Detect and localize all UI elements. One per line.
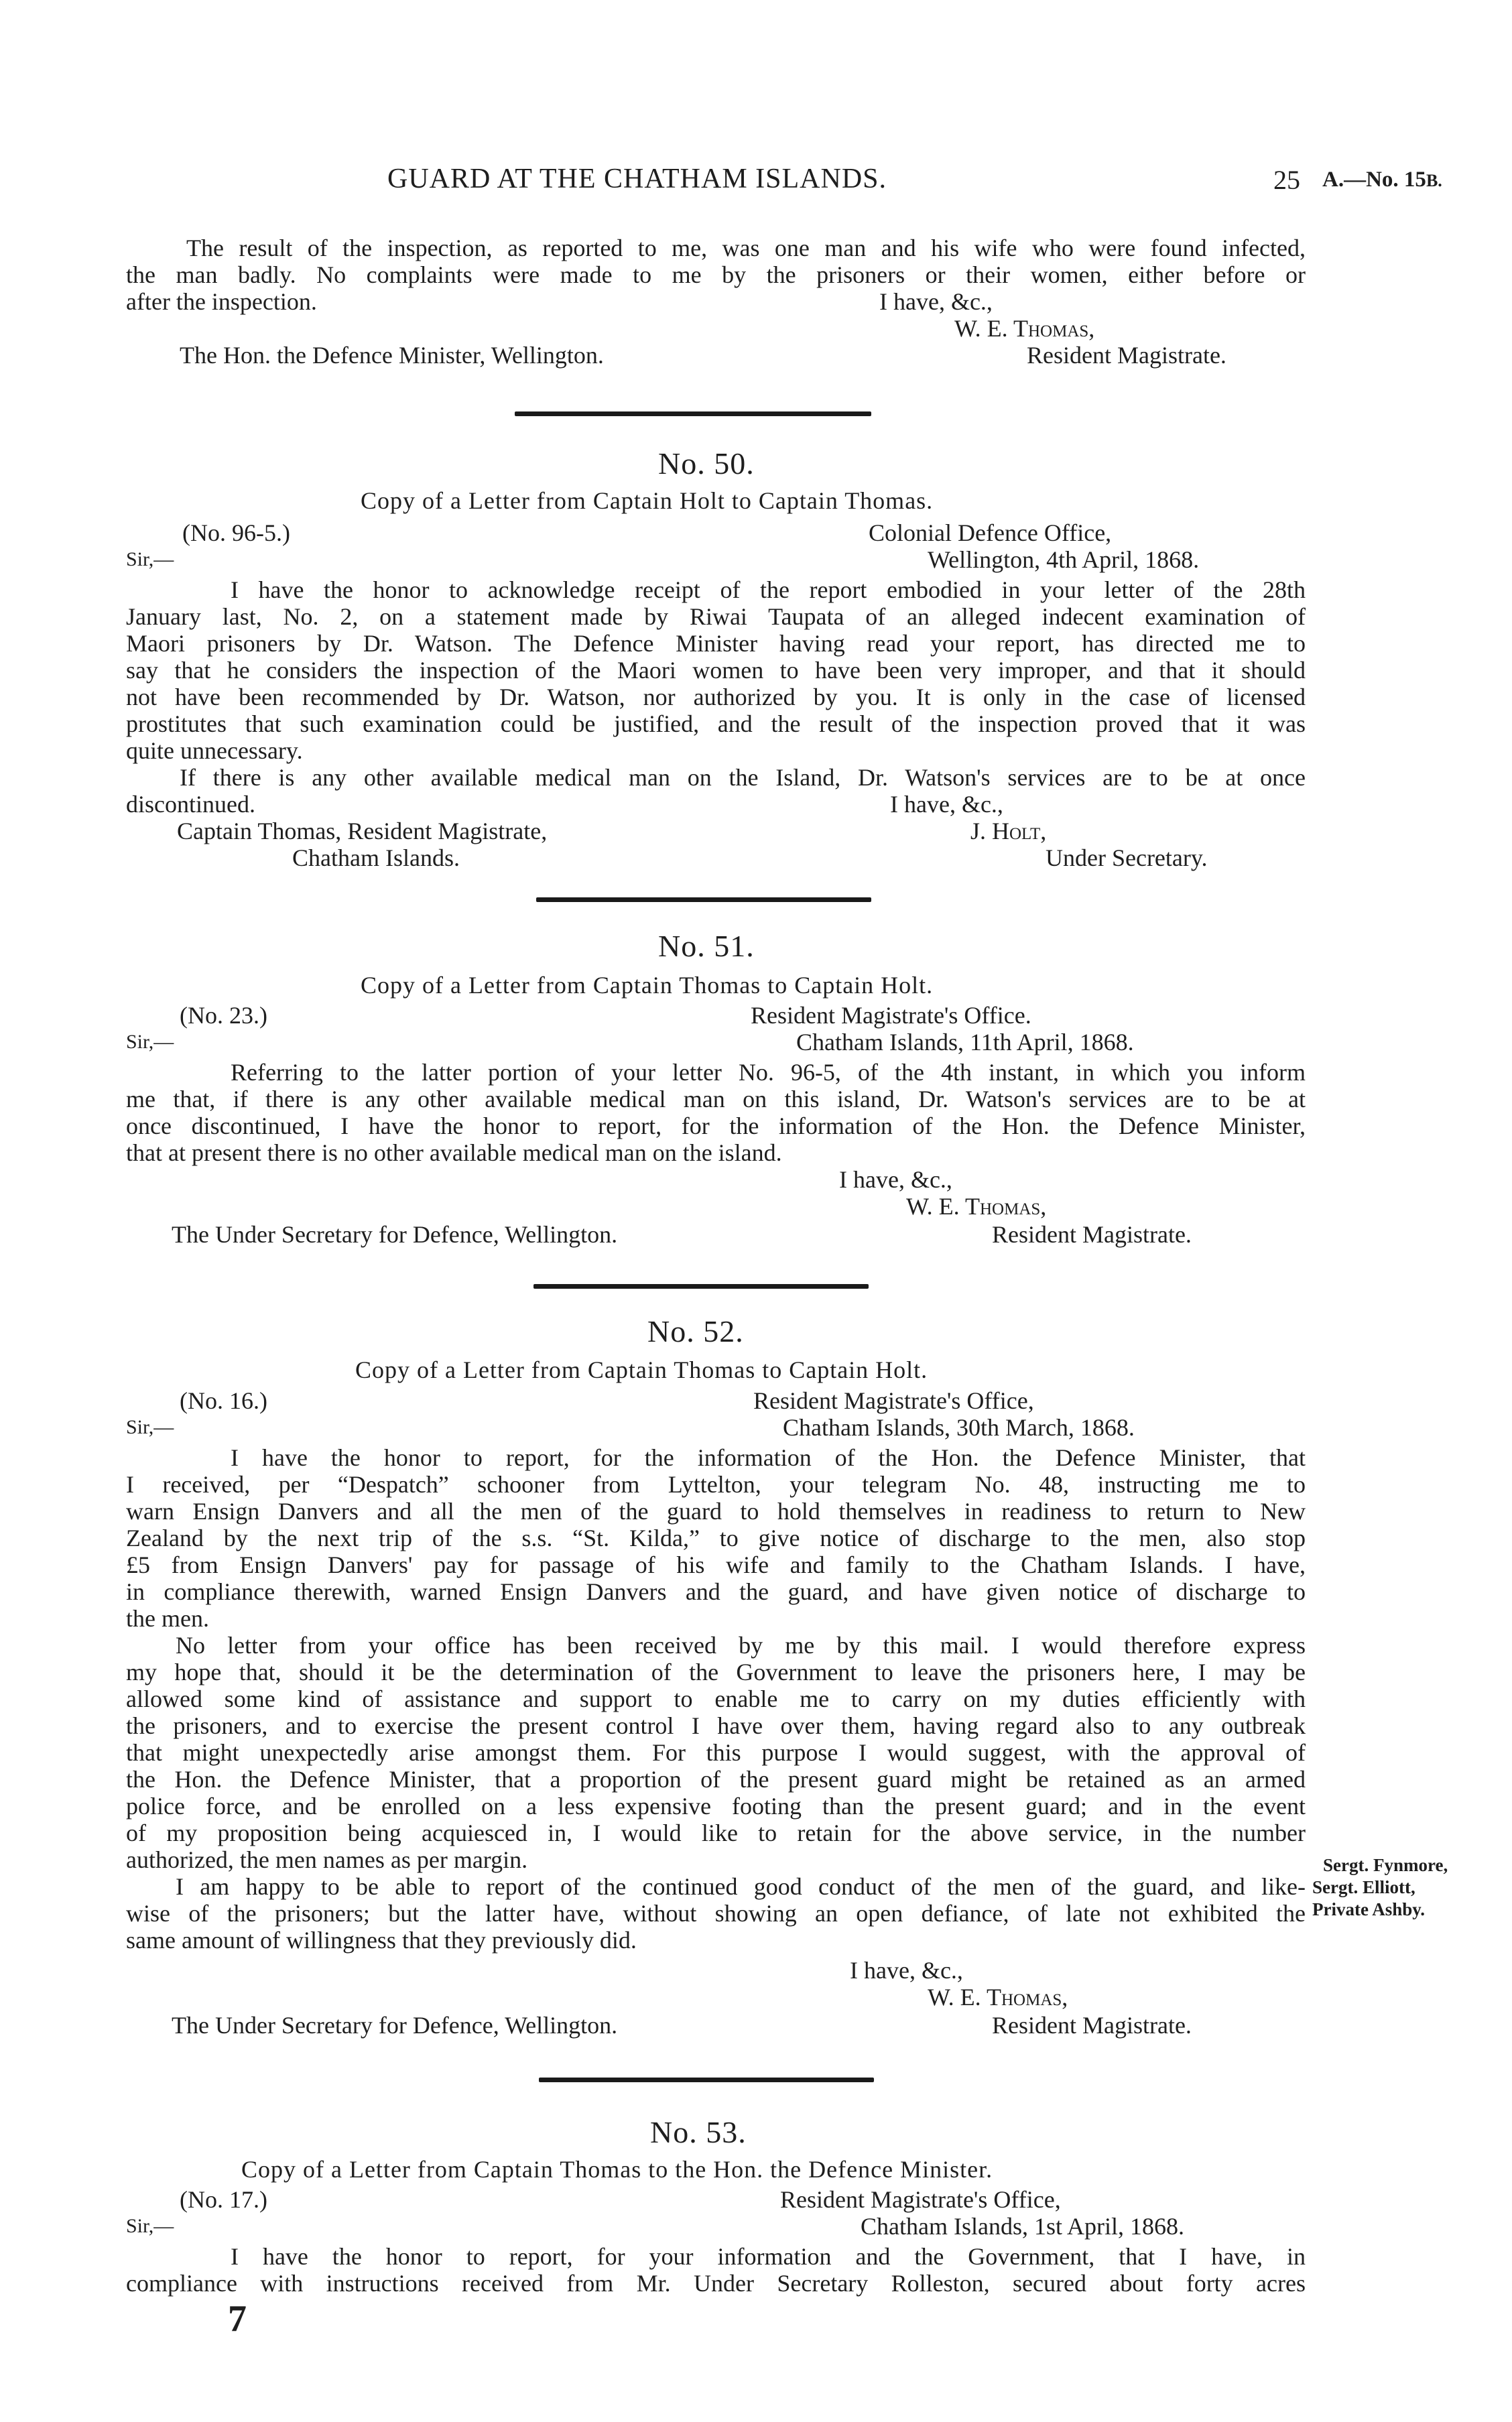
closing-formula: I have, &c., — [839, 1166, 952, 1193]
text-line: authorized, the men names as per margin. — [126, 1846, 528, 1873]
text-line: warn Ensign Danvers and all the men of the guard to hold themselves in readiness to return to New — [126, 1498, 1306, 1525]
signatory-title: Resident Magistrate. — [1027, 342, 1226, 369]
section-divider — [515, 411, 871, 416]
letter-paragraph — [126, 576, 1306, 764]
signatory-title: Under Secretary. — [1046, 844, 1208, 871]
text-line: January last, No. 2, on a statement made by Riwai Taupata of an alleged indecent examination of — [126, 603, 1306, 630]
letter-reference: (No. 23.) — [180, 1002, 267, 1029]
document-reference — [1322, 168, 1442, 192]
section-divider — [536, 897, 871, 902]
salutation: Sir,— — [126, 548, 174, 570]
letter-paragraph — [126, 1632, 1306, 1873]
closing-formula: I have, &c., — [890, 791, 1003, 818]
letter-date: Wellington, 4th April, 1868. — [928, 546, 1200, 573]
text-line: I have the honor to acknowledge receipt of the report embodied in your letter of the 28th — [231, 576, 1306, 603]
text-line: I have the honor to report, for the information of the Hon. the Defence Minister, that — [231, 1444, 1306, 1471]
text-line: not have been recommended by Dr. Watson, nor authorized by you. It is only in the case of licensed — [126, 684, 1306, 710]
addressee: The Under Secretary for Defence, Wellington. — [172, 2012, 618, 2039]
page-title: GUARD AT THE CHATHAM ISLANDS. — [387, 164, 887, 194]
text-line: once discontinued, I have the honor to report, for the information of the Hon. the Defence Minister, — [126, 1112, 1306, 1139]
sender-office: Resident Magistrate's Office, — [753, 1387, 1034, 1414]
margin-note-line: Sergt. Elliott, — [1312, 1877, 1415, 1897]
letter-caption: Copy of a Letter from Captain Thomas to Captain Holt. — [361, 972, 934, 999]
signatory-title: Resident Magistrate. — [992, 2012, 1192, 2039]
addressee: Captain Thomas, Resident Magistrate, — [177, 818, 548, 844]
text-line: discontinued. — [126, 791, 255, 818]
letter-paragraph — [126, 1444, 1306, 1632]
text-line: after the inspection. — [126, 288, 317, 315]
text-line: the men. — [126, 1605, 209, 1632]
text-line: compliance with instructions received from Mr. Under Secretary Rolleston, secured about forty acres — [126, 2270, 1306, 2297]
reference-number: No. 15 — [1366, 168, 1426, 192]
letter-number: No. 52. — [647, 1314, 744, 1348]
text-line: the prisoners, and to exercise the present control I have over them, having regard also to any outbreak — [126, 1712, 1306, 1739]
letter-date: Chatham Islands, 1st April, 1868. — [861, 2213, 1184, 2240]
letter-caption: Copy of a Letter from Captain Thomas to the Hon. the Defence Minister. — [241, 2156, 993, 2183]
text-line: same amount of willingness that they previously did. — [126, 1927, 637, 1954]
margin-note-line: Sergt. Fynmore, — [1323, 1855, 1448, 1875]
intro-paragraph — [126, 235, 1306, 315]
salutation: Sir,— — [126, 1031, 174, 1053]
text-line: £5 from Ensign Danvers' pay for passage of his wife and family to the Chatham Islands. I have, — [126, 1551, 1306, 1578]
letter-caption: Copy of a Letter from Captain Thomas to Captain Holt. — [355, 1356, 928, 1383]
text-line: I have the honor to report, for your information and the Government, that I have, in — [231, 2243, 1306, 2270]
text-line: in compliance therewith, warned Ensign Danvers and the guard, and have given notice of discharge to — [126, 1578, 1306, 1605]
text-line: me that, if there is any other available medical man on this island, Dr. Watson's services are to be at — [126, 1086, 1306, 1112]
letter-reference: (No. 16.) — [180, 1387, 267, 1414]
section-divider — [539, 2078, 874, 2082]
text-line: Maori prisoners by Dr. Watson. The Defence Minister having read your report, has directed me to — [126, 630, 1306, 657]
letter-paragraph — [126, 1059, 1306, 1166]
text-line: The result of the inspection, as reported to me, was one man and his wife who were found infected, — [186, 235, 1306, 261]
text-line: wise of the prisoners; but the latter have, without showing an open defiance, of late not exhibited the — [126, 1900, 1306, 1927]
margin-note — [1312, 1854, 1448, 1921]
reference-prefix: A.— — [1322, 168, 1367, 192]
text-line: No letter from your office has been received by me by this mail. I would therefore express — [176, 1632, 1306, 1659]
addressee: The Under Secretary for Defence, Wellington. — [172, 1221, 618, 1248]
text-line: of my proposition being acquiesced in, I would like to retain for the above service, in the number — [126, 1820, 1306, 1846]
text-line: I am happy to be able to report of the continued good conduct of the men of the guard, and like- — [176, 1873, 1306, 1900]
letter-reference: (No. 17.) — [180, 2186, 267, 2213]
section-divider — [533, 1284, 869, 1289]
printer-signature-mark: 7 — [228, 2298, 247, 2340]
text-line: the Hon. the Defence Minister, that a proportion of the present guard might be retained as an armed — [126, 1766, 1306, 1793]
signature: W. E. Thomas, — [906, 1193, 1047, 1220]
sender-office: Resident Magistrate's Office. — [751, 1002, 1031, 1029]
signature: W. E. Thomas, — [928, 1984, 1068, 2011]
signature: W. E. Thomas, — [954, 315, 1095, 342]
addressee: The Hon. the Defence Minister, Wellington. — [180, 342, 604, 369]
closing-formula: I have, &c., — [850, 1957, 963, 1984]
text-line: say that he considers the inspection of the Maori women to have been very improper, and that it should — [126, 657, 1306, 684]
page-number: 25 — [1273, 165, 1300, 195]
letter-number: No. 51. — [658, 929, 755, 963]
text-line: allowed some kind of assistance and support to enable me to carry on my duties efficiently with — [126, 1685, 1306, 1712]
addressee: Chatham Islands. — [292, 844, 460, 871]
letter-date: Chatham Islands, 30th March, 1868. — [783, 1414, 1135, 1441]
salutation: Sir,— — [126, 2215, 174, 2237]
letter-paragraph — [126, 1873, 1306, 1954]
letter-number: No. 53. — [650, 2115, 747, 2149]
signatory-title: Resident Magistrate. — [992, 1221, 1192, 1248]
letter-caption: Copy of a Letter from Captain Holt to Captain Thomas. — [361, 487, 934, 514]
letter-number: No. 50. — [658, 446, 755, 481]
text-line: my hope that, should it be the determination of the Government to leave the prisoners here, I may be — [126, 1659, 1306, 1685]
salutation: Sir,— — [126, 1416, 174, 1438]
signature: J. Holt, — [970, 818, 1047, 844]
sender-office: Resident Magistrate's Office, — [780, 2186, 1061, 2213]
text-line: I received, per “Despatch” schooner from Lyttelton, your telegram No. 48, instructing me to — [126, 1471, 1306, 1498]
text-line: that at present there is no other available medical man on the island. — [126, 1139, 782, 1166]
text-line: Zealand by the next trip of the s.s. “St. Kilda,” to give notice of discharge to the men, also stop — [126, 1525, 1306, 1551]
text-line: If there is any other available medical man on the Island, Dr. Watson's services are to be at once — [180, 764, 1306, 791]
text-line: that might unexpectedly arise amongst them. For this purpose I would suggest, with the approval of — [126, 1739, 1306, 1766]
letter-paragraph — [126, 2243, 1306, 2297]
letter-reference: (No. 96-5.) — [182, 519, 290, 546]
letter-date: Chatham Islands, 11th April, 1868. — [796, 1029, 1134, 1056]
sender-office: Colonial Defence Office, — [869, 519, 1112, 546]
reference-suffix: B. — [1426, 171, 1442, 190]
letter-paragraph — [126, 764, 1306, 818]
text-line: prostitutes that such examination could be justified, and the result of the inspection proved that it was — [126, 710, 1306, 737]
text-line: Referring to the latter portion of your letter No. 96-5, of the 4th instant, in which you inform — [231, 1059, 1306, 1086]
text-line: police force, and be enrolled on a less expensive footing than the present guard; and in the event — [126, 1793, 1306, 1820]
text-line: quite unnecessary. — [126, 737, 303, 764]
closing-formula: I have, &c., — [879, 288, 993, 315]
text-line: the man badly. No complaints were made to me by the prisoners or their women, either before or — [126, 261, 1306, 288]
margin-note-line: Private Ashby. — [1312, 1899, 1426, 1919]
